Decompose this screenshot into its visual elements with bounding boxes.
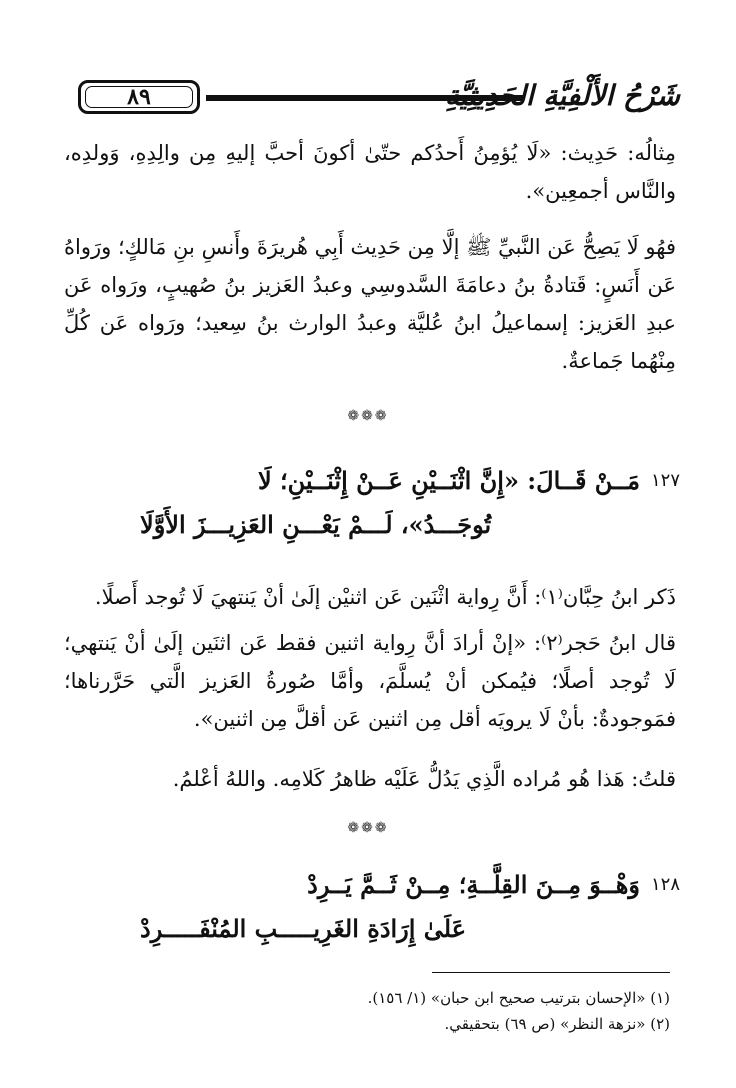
paragraph-ibn-hajar: قال ابنُ حَجر⁽٢⁾: «إنْ أرادَ أنَّ رِواية اثنين فقط عَن اثنَين إلَىٰ أنْ يَنتهي؛ لَا تُوجد أصلًا؛ فيُمكن أنْ يُسلَّمَ، وأمَّا صُورةُ العَزيز الَّتي حَرَّرناها؛ فمَوجودةٌ: بأنْ لَا يرويَه أقل مِن اثنين عَن أقلَّ مِن اثنين». [64,631,676,731]
footnote-rule [432,972,670,973]
footnote-2: (٢) «نزهة النظر» (ص ٦٩) بتحقيقي. [444,1015,670,1033]
paragraph-example: مِثالُه: حَدِيث: «لَا يُؤمِنُ أَحدُكم حتّىٰ أكونَ أحبَّ إليهِ مِن والِدِهِ، وَولدِه، والنَّاس أجمعِين». [64,141,676,203]
paragraph-conclusion: قلتُ: هَذا هُو مُراده الَّذِي يَدُلُّ عَلَيْه ظاهرُ كَلامِه. واللهُ أعْلمُ. [172,767,676,791]
section-separator: ❁❁❁ [347,820,389,836]
paragraph-ibn-hibban: ذَكر ابنُ حِبَّان⁽١⁾: أَنَّ رِواية اثْنَين عَن اثنيْن إلَىٰ أنْ يَنتهيَ لَا تُوجد أَصلًا. [94,585,676,609]
verse-line-second: تُوجَـــدُ»، لَـــمْ يَعْـــنِ العَزِيـــزَ الأَوَّلَا [140,510,492,539]
book-title: شَرْحُ الأَلْفِيَّةِ الحَدِيثِيَّةِ [444,79,680,112]
verse-line-second: عَلَىٰ إِرَادَةِ الغَرِيـــــبِ المُنْفَـــــرِدْ [140,914,467,943]
verse-number: ١٢٨ [650,874,680,895]
paragraph-narrators: فهُو لَا يَصِحُّ عَن النَّبيِّ ﷺ إلَّا مِن حَدِيث أَبِي هُريرَةَ وأَنسِ بنِ مَالكٍ؛ ورَواهُ عَن أَنَسٍ: قَتادةُ بنُ دعامَةَ السَّدوسِي وعبدُ العَزيز بنُ صُهيبٍ، ورَواه عَن عبدِ العَزيز: إسماعيلُ ابنُ عُليَّة وعبدُ الوارث بنُ سِعيد؛ ورَواه عَن كُلِّ مِنْهُما جَماعةٌ. [64,235,676,373]
footnote-1: (١) «الإحسان بترتيب صحيح ابن حبان» (١/ ١٥٦). [367,989,670,1007]
page-number: ٨٩ [78,80,200,114]
verse-number: ١٢٧ [650,470,680,491]
section-separator: ❁❁❁ [347,408,389,424]
verse-line-first: وَهْــوَ مِــنَ القِلَّــةِ؛ مِــنْ ثَــمَّ يَــرِدْ [307,870,640,899]
verse-128 [120,870,680,960]
verse-line-first: مَــنْ قَــالَ: «إِنَّ اثْنَــيْنِ عَــنْ إِثْنَــيْنِ؛ لَا [257,466,640,495]
verse-127 [120,466,680,556]
page-header [60,72,680,120]
